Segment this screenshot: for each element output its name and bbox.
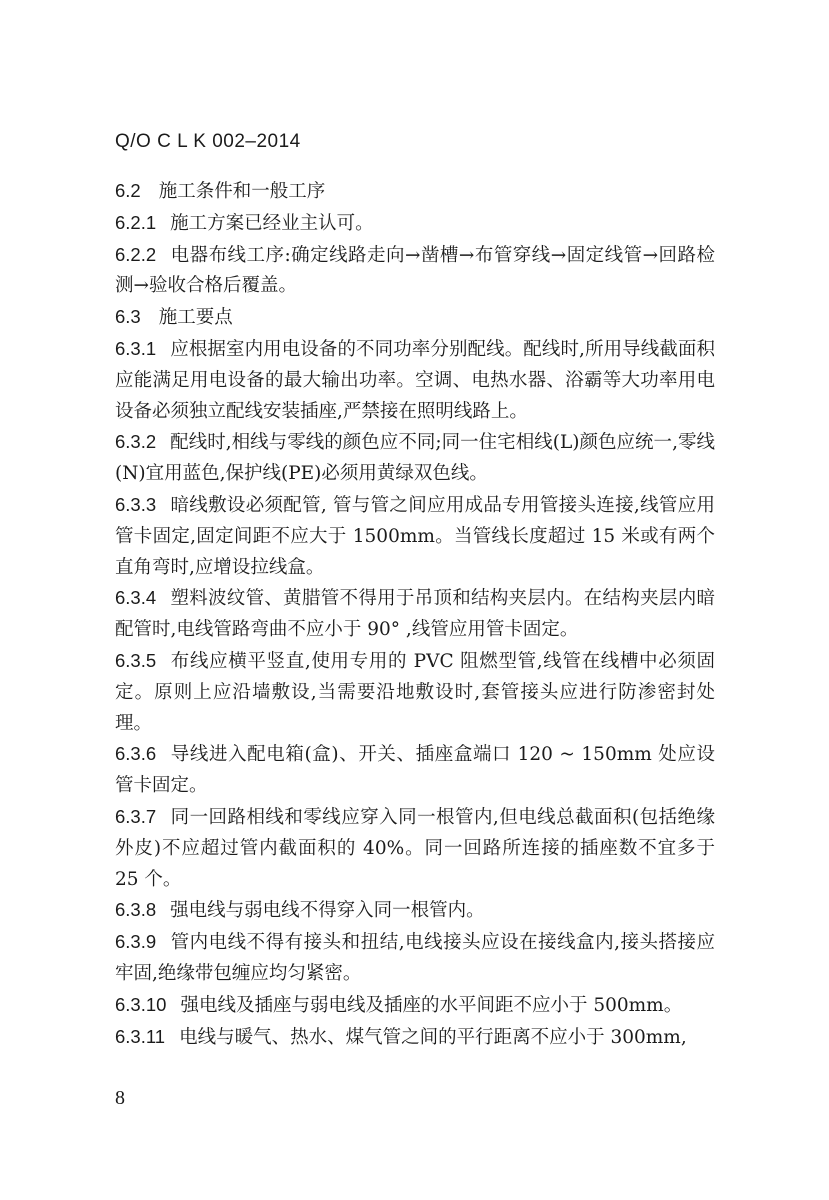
clause-list [115,176,715,1053]
clause-6-3-5 [115,646,715,739]
section-title: 施工条件和一般工序 [158,181,326,202]
clause-text: 电线与暖气、热水、煤气管之间的平行距离不应小于 300mm, [179,1026,687,1048]
clause-number: 6.3.9 [115,931,157,953]
clause-text: 塑料波纹管、黄腊管不得用于吊顶和结构夹层内。在结构夹层内暗配管时,电线管路弯曲不应小于 90° ,线管应用管卡固定。 [115,588,715,641]
clause-6-3-4 [115,583,715,646]
section-heading-6-2 [115,176,715,208]
clause-6-3-10 [115,990,715,1022]
clause-number: 6.3.7 [115,805,157,827]
clause-text: 布线应横平竖直,使用专用的 PVC 阻燃型管,线管在线槽中必须固定。原则上应沿墙敷设,当需要沿地敷设时,套管接头应进行防渗密封处理。 [115,650,715,734]
standard-code: Q/O C L K 002–2014 [115,131,301,152]
clause-number: 6.2.2 [115,243,157,265]
clause-text: 导线进入配电箱(盒)、开关、插座盒端口 120 ~ 150mm 处应设管卡固定。 [115,744,715,797]
section-number: 6.3 [115,306,141,328]
clause-6-2-2 [115,240,715,303]
section-title: 施工要点 [158,307,233,329]
clause-number: 6.3.1 [115,337,157,359]
clause-6-3-2 [115,427,715,490]
clause-number: 6.3.3 [115,493,157,515]
clause-number: 6.3.8 [115,899,157,921]
clause-number: 6.3.10 [115,993,167,1015]
clause-6-2-1 [115,208,715,240]
clause-6-3-6 [115,739,715,802]
clause-text: 电器布线工序:确定线路走向→凿槽→布管穿线→固定线管→回路检测→验收合格后覆盖。 [115,244,715,297]
clause-6-3-1 [115,334,715,427]
clause-number: 6.3.5 [115,649,157,671]
clause-text: 施工方案已经业主认可。 [170,212,374,234]
clause-text: 暗线敷设必须配管, 管与管之间应用成品专用管接头连接,线管应用管卡固定,固定间距不应大于 1500mm。当管线长度超过 15 米或有两个直角弯时,应增设拉线盒。 [115,494,715,578]
clause-text: 管内电线不得有接头和扭结,电线接头应设在接线盒内,接头搭接应牢固,绝缘带包缠应均匀紧密。 [115,932,715,984]
clause-number: 6.3.6 [115,743,157,765]
clause-6-3-9 [115,927,715,990]
clause-text: 应根据室内用电设备的不同功率分别配线。配线时,所用导线截面积应能满足用电设备的最大输出功率。空调、电热水器、浴霸等大功率用电设备必须独立配线安装插座,严禁接在照明线路上。 [115,338,715,422]
clause-6-3-3 [115,490,715,583]
clause-number: 6.2.1 [115,211,157,233]
clause-text: 强电线及插座与弱电线及插座的水平间距不应小于 500mm。 [180,994,683,1016]
section-heading-6-3 [115,302,715,334]
clause-6-3-8 [115,895,715,927]
clause-text: 同一回路相线和零线应穿入同一根管内,但电线总截面积(包括绝缘外皮)不应超过管内截面积的 40%。同一回路所连接的插座数不宜多于 25 个。 [115,806,715,890]
clause-number: 6.3.4 [115,587,157,609]
section-number: 6.2 [115,180,141,201]
clause-6-3-11 [115,1022,715,1054]
page-number: 8 [115,1087,125,1109]
clause-6-3-7 [115,802,715,895]
clause-text: 强电线与弱电线不得穿入同一根管内。 [170,900,485,922]
clause-number: 6.3.2 [115,431,157,453]
clause-text: 配线时,相线与零线的颜色应不同;同一住宅相线(L)颜色应统一,零线(N)宜用蓝色,保护线(PE)必须用黄绿双色线。 [115,432,715,485]
clause-number: 6.3.11 [115,1025,166,1047]
